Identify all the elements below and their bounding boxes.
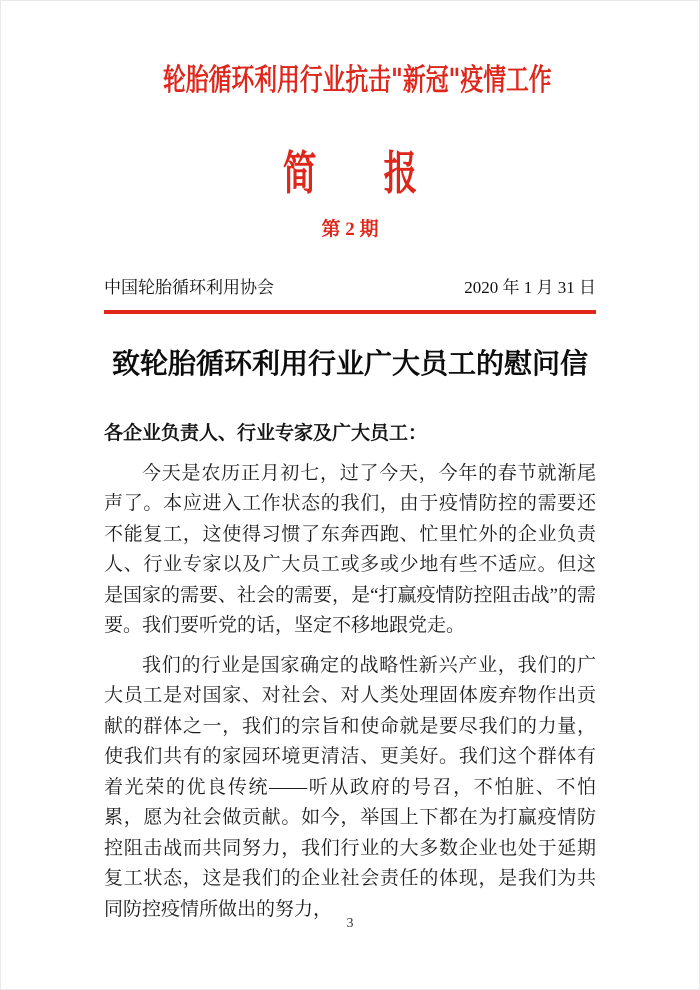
issue-number: 第 2 期 — [321, 219, 379, 240]
page-footer — [1, 916, 699, 932]
issue-date: 2020 年 1 月 31 日 — [464, 278, 596, 297]
paragraph-1: 今天是农历正月初七，过了今天，今年的春节就渐尾声了。本应进入工作状态的我们，由于疫情防控的需要还不能复工，这使得习惯了东奔西跑、忙里忙外的企业负责人、行业专家以及广大员工或多或少地有些不适应。但这是国家的需要、社会的需要，是“打赢疫情防控阻击战”的需要。我们要听党的话，坚定不移地跟党走。 — [104, 462, 596, 637]
page-number: 3 — [346, 916, 354, 931]
paragraph-2: 我们的行业是国家确定的战略性新兴产业，我们的广大员工是对国家、对社会、对人类处理固体废弃物作出贡献的群体之一，我们的宗旨和使命就是要尽我们的力量，使我们共有的家园环境更清洁、更美好。我们这个群体有着光荣的优良传统——听从政府的号召，不怕脏、不怕累，愿为社会做贡献。如今，举国上下都在为打赢疫情防控阻击战而共同努力，我们行业的大多数企业也处于延期复工状态，这是我们的企业社会责任的体现，是我们为共同防控疫情所做出的努力， — [104, 654, 596, 920]
article-headline: 致轮胎循环利用行业广大员工的慰问信 — [111, 349, 588, 380]
bulletin-supertitle: 轮胎循环利用行业抗击"新冠"疫情工作 — [163, 63, 552, 98]
masthead-divider — [104, 310, 596, 314]
salutation: 各企业负责人、行业专家及广大员工： — [104, 423, 428, 445]
organization-name: 中国轮胎循环利用协会 — [104, 278, 274, 297]
bulletin-title: 简 报 — [282, 146, 418, 200]
masthead — [104, 64, 596, 314]
byline — [104, 279, 596, 296]
article — [104, 350, 596, 925]
